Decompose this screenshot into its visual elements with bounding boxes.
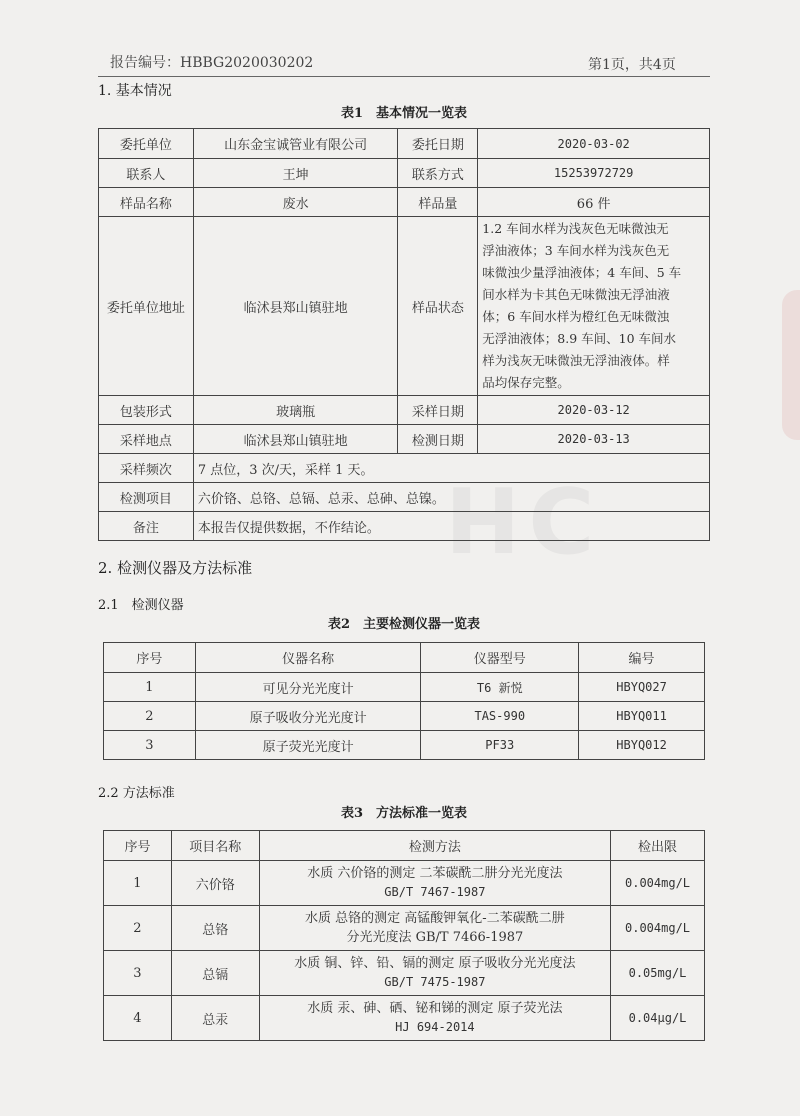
sample-name-label: 样品名称: [99, 188, 194, 217]
table1-caption: 表1 基本情况一览表: [340, 106, 468, 121]
page-info: 第1页，共4页: [588, 57, 676, 73]
sample-state-line: 间水样为卡其色无味微浊无浮油液: [482, 287, 670, 302]
column-header: 仪器型号: [421, 643, 579, 673]
item-name: 六价铬: [171, 861, 259, 906]
sample-state-line: 浮油液体；3 车间水样为浅灰色无: [482, 243, 670, 258]
instrument-name: 原子荧光光度计: [195, 731, 421, 760]
instrument-table: [103, 642, 705, 760]
watermark: HC: [445, 470, 603, 575]
table-row: [99, 454, 710, 483]
method-line: 水质 六价铬的测定 二苯碳酰二肼分光光度法: [307, 866, 563, 881]
detection-limit: 0.04μg/L: [611, 996, 705, 1041]
table-row: [104, 996, 705, 1041]
client-label: 委托单位: [99, 129, 194, 159]
column-header: 编号: [579, 643, 705, 673]
sample-qty-label: 样品量: [398, 188, 478, 217]
instrument-id: HBYQ012: [579, 731, 705, 760]
sampling-date-label: 采样日期: [398, 396, 478, 425]
test-date-label: 检测日期: [398, 425, 478, 454]
detection-limit: 0.05mg/L: [611, 951, 705, 996]
sample-state-line: 1.2 车间水样为浅灰色无味微浊无: [482, 221, 669, 236]
table-row: [99, 129, 710, 159]
section-1-title: 1. 基本情况: [98, 83, 172, 99]
table-row: [104, 731, 705, 760]
report-number: 报告编号：HBBG2020030202: [110, 55, 314, 71]
table-row: [104, 702, 705, 731]
remarks-value: 本报告仅提供数据，不作结论。: [193, 512, 709, 541]
table-header-row: [104, 831, 705, 861]
packaging-value: 玻璃瓶: [193, 396, 398, 425]
seal-stamp-edge: [782, 290, 800, 440]
table-row: [99, 188, 710, 217]
sampling-date-value: 2020-03-12: [478, 396, 710, 425]
test-date-value: 2020-03-13: [478, 425, 710, 454]
table-row: [99, 512, 710, 541]
sample-state-line: 样为浅灰无味微浊无浮油液体。样: [482, 353, 670, 368]
sample-state-line: 味微浊少量浮油液体；4 车间、5 车: [482, 265, 682, 280]
method-line: HJ 694-2014: [395, 1020, 475, 1034]
test-method: [259, 996, 610, 1041]
sampling-site-label: 采样地点: [99, 425, 194, 454]
table-row: [99, 483, 710, 512]
client-address-value: 临沭县郑山镇驻地: [193, 217, 398, 396]
instrument-name: 原子吸收分光光度计: [195, 702, 421, 731]
row-index: 1: [104, 861, 172, 906]
table-row: [99, 159, 710, 188]
table2-caption: 表2 主要检测仪器一览表: [327, 617, 481, 632]
instrument-name: 可见分光光度计: [195, 673, 421, 702]
table-row: [99, 396, 710, 425]
sampling-frequency-label: 采样频次: [99, 454, 194, 483]
column-header: 序号: [104, 831, 172, 861]
header-divider: [98, 76, 710, 77]
test-items-label: 检测项目: [99, 483, 194, 512]
method-line: 水质 总铬的测定 高锰酸钾氧化-二苯碳酰二肼: [305, 911, 565, 926]
section-2-1-title: 2.1 检测仪器: [98, 598, 184, 613]
method-line: 水质 铜、锌、铅、镉的测定 原子吸收分光光度法: [294, 956, 576, 971]
table-header-row: [104, 643, 705, 673]
column-header: 检测方法: [259, 831, 610, 861]
remarks-label: 备注: [99, 512, 194, 541]
client-address-label: 委托单位地址: [99, 217, 194, 396]
test-method: [259, 951, 610, 996]
instrument-model: PF33: [421, 731, 579, 760]
contact-label: 联系人: [99, 159, 194, 188]
sampling-frequency-value: 7 点位，3 次/天，采样 1 天。: [193, 454, 709, 483]
method-line: 分光光度法 GB/T 7466-1987: [346, 930, 524, 945]
contact-value: 王坤: [193, 159, 398, 188]
method-standard-table: [103, 830, 705, 1041]
row-index: 1: [104, 673, 196, 702]
method-line: GB/T 7467-1987: [384, 885, 486, 899]
commission-date-label: 委托日期: [398, 129, 478, 159]
client-value: 山东金宝诚管业有限公司: [193, 129, 398, 159]
item-name: 总汞: [171, 996, 259, 1041]
sample-qty-value: 66 件: [478, 188, 710, 217]
column-header: 序号: [104, 643, 196, 673]
method-line: GB/T 7475-1987: [384, 975, 486, 989]
table3-caption: 表3 方法标准一览表: [340, 806, 468, 821]
item-name: 总铬: [171, 906, 259, 951]
instrument-model: TAS-990: [421, 702, 579, 731]
row-index: 3: [104, 731, 196, 760]
table-row: [104, 906, 705, 951]
test-items-value: 六价铬、总铬、总镉、总汞、总砷、总镍。: [193, 483, 709, 512]
phone-label: 联系方式: [398, 159, 478, 188]
sample-state-line: 无浮油液体；8.9 车间、10 车间水: [482, 331, 677, 346]
column-header: 检出限: [611, 831, 705, 861]
column-header: 项目名称: [171, 831, 259, 861]
section-2-2-title: 2.2 方法标准: [98, 786, 175, 801]
table-row: [99, 425, 710, 454]
sample-state-line: 体；6 车间水样为橙红色无味微浊: [482, 309, 670, 324]
test-method: [259, 861, 610, 906]
test-method: [259, 906, 610, 951]
sample-state-label: 样品状态: [398, 217, 478, 396]
phone-value: 15253972729: [478, 159, 710, 188]
section-2-title: 2. 检测仪器及方法标准: [98, 559, 253, 577]
table-row: [104, 673, 705, 702]
detection-limit: 0.004mg/L: [611, 906, 705, 951]
row-index: 2: [104, 702, 196, 731]
packaging-label: 包装形式: [99, 396, 194, 425]
table-row: [104, 861, 705, 906]
column-header: 仪器名称: [195, 643, 421, 673]
detection-limit: 0.004mg/L: [611, 861, 705, 906]
sample-state-line: 品均保存完整。: [482, 375, 570, 390]
sample-state-value: [478, 217, 710, 396]
row-index: 2: [104, 906, 172, 951]
commission-date-value: 2020-03-02: [478, 129, 710, 159]
row-index: 3: [104, 951, 172, 996]
sample-name-value: 废水: [193, 188, 398, 217]
sampling-site-value: 临沭县郑山镇驻地: [193, 425, 398, 454]
method-line: 水质 汞、砷、硒、铋和锑的测定 原子荧光法: [307, 1001, 563, 1016]
basic-info-table: [98, 128, 710, 541]
item-name: 总镉: [171, 951, 259, 996]
instrument-id: HBYQ011: [579, 702, 705, 731]
table-row: [104, 951, 705, 996]
row-index: 4: [104, 996, 172, 1041]
instrument-model: T6 新悦: [421, 673, 579, 702]
instrument-id: HBYQ027: [579, 673, 705, 702]
table-row: [99, 217, 710, 396]
